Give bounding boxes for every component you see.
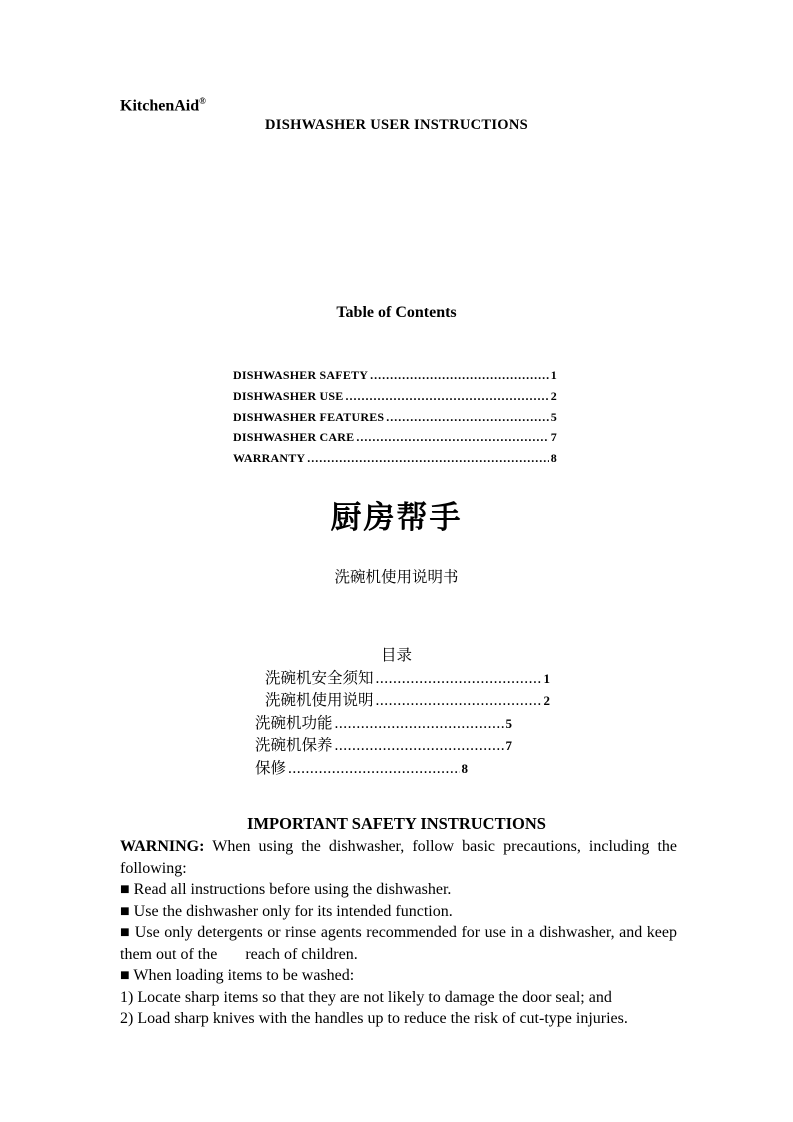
toc-entry-label: 洗碗机安全须知 [265, 670, 374, 687]
toc-leader-dots [307, 451, 549, 466]
toc-entry-page: 8 [461, 760, 468, 776]
toc-leader-dots [356, 430, 548, 445]
toc-title-english: Table of Contents [336, 304, 457, 321]
toc-entry-page: 1 [550, 368, 557, 382]
safety-item [120, 922, 677, 965]
toc-entry [233, 430, 557, 451]
toc-entry-page: 2 [550, 388, 557, 403]
toc-english [233, 368, 557, 472]
toc-chinese [0, 666, 793, 778]
bullet-marker: ■ [120, 924, 131, 941]
toc-leader-dots [386, 410, 549, 425]
safety-item-text: Use the dishwasher only for its intended function. [133, 902, 453, 920]
toc-leader-dots [288, 760, 459, 778]
bullet-marker: ■ [120, 881, 130, 898]
toc-entry-label: DISHWASHER CARE [233, 430, 355, 445]
toc-entry [255, 756, 468, 778]
safety-item [120, 987, 677, 1009]
toc-entry [233, 410, 557, 431]
toc-entry-page: 7 [550, 430, 557, 445]
toc-entry [265, 666, 550, 688]
safety-section-heading: IMPORTANT SAFETY INSTRUCTIONS [247, 814, 546, 833]
safety-item [120, 965, 677, 987]
safety-item-text: When loading items to be washed: [133, 967, 355, 984]
toc-entry [233, 389, 557, 410]
toc-leader-dots [376, 692, 542, 710]
toc-entry-label: DISHWASHER SAFETY [233, 368, 369, 382]
toc-leader-dots [370, 368, 549, 383]
toc-entry-label: WARRANTY [233, 451, 306, 466]
safety-item-text: Load sharp knives with the handles up to reduce the risk of cut-type injuries. [137, 1010, 628, 1027]
toc-entry-page: 1 [543, 671, 550, 686]
safety-instructions-body [120, 836, 677, 1030]
toc-entry-page: 7 [505, 738, 512, 754]
toc-title-chinese: 目录 [380, 647, 412, 664]
bullet-marker: ■ [120, 967, 130, 984]
warning-text: When using the dishwasher, follow basic precautions, including the following: [120, 838, 677, 877]
toc-entry-page: 2 [543, 693, 550, 709]
toc-entry [255, 733, 512, 755]
toc-entry [233, 368, 557, 389]
numbered-marker: 2) [120, 1010, 134, 1027]
toc-entry-label: 保修 [255, 759, 287, 777]
toc-leader-dots [346, 389, 549, 404]
toc-entry-label: 洗碗机保养 [255, 737, 333, 755]
brand-name: KitchenAid [120, 97, 200, 115]
toc-entry-label: 洗碗机功能 [255, 714, 333, 732]
toc-entry-page: 8 [550, 451, 557, 466]
safety-item-text: Use only detergents or rinse agents recommended for use in a dishwasher, and keep them out of the reach of children. [120, 924, 677, 963]
toc-entry-label: 洗碗机使用说明 [265, 692, 374, 710]
safety-item-text: Locate sharp items so that they are not likely to damage the door seal; and [137, 988, 612, 1006]
toc-entry [255, 711, 512, 733]
toc-entry-label: DISHWASHER FEATURES [233, 409, 385, 424]
bullet-marker: ■ [120, 902, 130, 920]
toc-entry-page: 5 [550, 409, 557, 424]
toc-leader-dots [376, 670, 542, 688]
warning-paragraph [120, 836, 677, 879]
toc-entry [265, 688, 550, 710]
registered-trademark: ® [199, 96, 206, 106]
safety-item-text: Read all instructions before using the dishwasher. [133, 881, 452, 898]
document-subtitle-chinese: 洗碗机使用说明书 [334, 569, 459, 586]
toc-entry-label: DISHWASHER USE [233, 388, 344, 403]
toc-entry-page: 5 [505, 715, 512, 731]
toc-entry [233, 451, 557, 472]
document-title: DISHWASHER USER INSTRUCTIONS [264, 117, 529, 133]
safety-item [120, 1008, 677, 1030]
warning-label: WARNING: [120, 838, 205, 855]
safety-item [120, 901, 677, 923]
document-title-chinese: 厨房帮手 [330, 500, 463, 535]
brand-logo [120, 96, 206, 115]
numbered-marker: 1) [120, 988, 134, 1006]
safety-item [120, 879, 677, 901]
toc-leader-dots [335, 737, 504, 755]
toc-leader-dots [335, 715, 504, 733]
